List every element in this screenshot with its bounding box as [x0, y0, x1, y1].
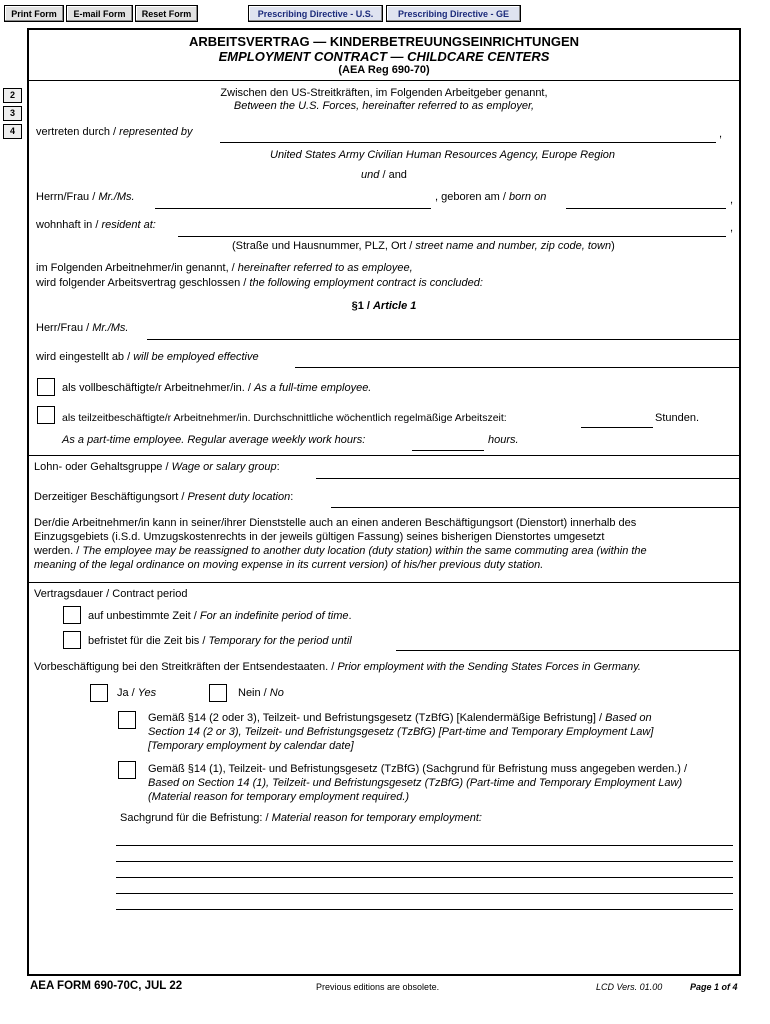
regulation: (AEA Reg 690-70): [338, 64, 430, 76]
represented-label: vertreten durch / represented by: [36, 126, 193, 138]
reason-line-3[interactable]: [116, 877, 733, 878]
title-de: ARBEITSVERTRAG — KINDERBETREUUNGSEINRICHTUNGEN: [188, 34, 580, 49]
temporary-until-field[interactable]: [396, 650, 741, 651]
birth-date-field[interactable]: [566, 208, 726, 209]
parttime-hours-en-field[interactable]: [412, 450, 484, 451]
print-form-button[interactable]: Print Form: [4, 5, 64, 22]
article-name-label: Herr/Frau / Mr./Ms.: [36, 322, 129, 334]
prescribing-directive-ge-button[interactable]: Prescribing Directive - GE: [386, 5, 521, 22]
hours-label: hours.: [488, 434, 519, 446]
effective-date-field[interactable]: [295, 367, 741, 368]
prescribing-directive-us-button[interactable]: Prescribing Directive - U.S.: [248, 5, 383, 22]
article-heading: §1 / Article 1: [351, 300, 417, 312]
employee-name-field[interactable]: [155, 208, 431, 209]
parttime-hours-de-field[interactable]: [581, 427, 653, 428]
parttime-label: als teilzeitbeschäftigte/r Arbeitnehmer/in. Durchschnittliche wöchentlich regelmäßige Arbeitszeit:: [62, 412, 507, 424]
agency-name: United States Army Civilian Human Resources Agency, Europe Region: [270, 149, 616, 161]
form-number: AEA FORM 690-70C, JUL 22: [30, 980, 183, 992]
indefinite-checkbox[interactable]: [63, 606, 81, 624]
indefinite-label: auf unbestimmte Zeit / For an indefinite period of time.: [88, 610, 352, 622]
page-4-button[interactable]: 4: [3, 124, 22, 139]
wage-field[interactable]: [316, 478, 741, 479]
represented-field[interactable]: [220, 142, 716, 143]
fulltime-label: als vollbeschäftigte/r Arbeitnehmer/in. / As a full-time employee.: [62, 382, 372, 394]
header-divider: [27, 80, 741, 81]
reason-label: Sachgrund für die Befristung: / Material reason for temporary employment:: [120, 812, 482, 824]
section-14-1-checkbox[interactable]: [118, 761, 136, 779]
intro-de: Zwischen den US-Streitkräften, im Folgenden Arbeitgeber genannt,: [220, 87, 548, 99]
version: LCD Vers. 01.00: [596, 982, 663, 992]
divider: [27, 455, 741, 456]
section-14-1-text: Gemäß §14 (1), Teilzeit- und Befristungsgesetz (TzBfG) (Sachgrund für Befristung muss angegeben werden.) / Based on Section 14 (1), Teilzeit- und Befristungsgesetz (TzBfG) (Part-time and Temporary Employment Law) (Material reason for temporary employment required.): [148, 763, 688, 803]
obsolete-note: Previous editions are obsolete.: [316, 982, 440, 992]
title-en: EMPLOYMENT CONTRACT — CHILDCARE CENTERS: [218, 49, 550, 64]
prior-no-label: Nein / No: [238, 687, 284, 699]
hereafter-text: im Folgenden Arbeitnehmer/in genannt, / hereinafter referred to as employee,: [36, 262, 413, 274]
employee-name-label: Herrn/Frau / Mr./Ms.: [36, 191, 135, 203]
address-hint: (Straße und Hausnummer, PLZ, Ort / street name and number, zip code, town): [232, 240, 615, 252]
comma: ,: [730, 194, 734, 206]
contract-text: wird folgender Arbeitsvertrag geschlossen / the following employment contract is concluded:: [36, 277, 483, 289]
section-14-2-text: Gemäß §14 (2 oder 3), Teilzeit- und Befristungsgesetz (TzBfG) [Kalendermäßige Befristung] / Based on Section 14 (2 or 3), Teilzeit- und Befristungsgesetz (TzBfG) [Part-time and Temporary Employment Law] [Temporary employment by calendar date]: [148, 712, 654, 752]
duty-location-field[interactable]: [331, 507, 741, 508]
prior-yes-label: Ja / Yes: [117, 687, 157, 699]
temporary-label: befristet für die Zeit bis / Temporary for the period until: [88, 635, 352, 647]
reason-line-1[interactable]: [116, 845, 733, 846]
divider: [27, 582, 741, 583]
comma: ,: [730, 222, 734, 234]
effective-label: wird eingestellt ab / will be employed effective: [36, 351, 259, 363]
page-2-button[interactable]: 2: [3, 88, 22, 103]
page-number: Page 1 of 4: [690, 982, 738, 992]
fulltime-checkbox[interactable]: [37, 378, 55, 396]
und-and: und / and: [361, 169, 407, 181]
reason-line-5[interactable]: [116, 909, 733, 910]
wage-label: Lohn- oder Gehaltsgruppe / Wage or salary group:: [34, 461, 280, 473]
born-label: , geboren am / born on: [435, 191, 547, 203]
section-14-2-checkbox[interactable]: [118, 711, 136, 729]
prior-employment-label: Vorbeschäftigung bei den Streitkräften der Entsendestaaten. / Prior employment with the Sending States Forces in Germany.: [34, 661, 641, 673]
resident-label: wohnhaft in / resident at:: [36, 219, 156, 231]
email-form-button[interactable]: E-mail Form: [66, 5, 133, 22]
prior-yes-checkbox[interactable]: [90, 684, 108, 702]
comma: ,: [719, 128, 723, 140]
prior-no-checkbox[interactable]: [209, 684, 227, 702]
address-field[interactable]: [178, 236, 726, 237]
intro-en: Between the U.S. Forces, hereinafter referred to as employer,: [233, 100, 535, 112]
parttime-label-en: As a part-time employee. Regular average weekly work hours:: [62, 434, 366, 446]
duration-label: Vertragsdauer / Contract period: [34, 588, 188, 600]
stunden-label: Stunden.: [655, 412, 700, 424]
reason-line-2[interactable]: [116, 861, 733, 862]
reset-form-button[interactable]: Reset Form: [135, 5, 198, 22]
article-name-field[interactable]: [147, 339, 741, 340]
page-3-button[interactable]: 3: [3, 106, 22, 121]
reason-line-4[interactable]: [116, 893, 733, 894]
temporary-checkbox[interactable]: [63, 631, 81, 649]
reassignment-paragraph: Der/die Arbeitnehmer/in kann in seiner/ihrer Dienststelle auch an einen anderen Beschäftigungsort (Dienstort) innerhalb des Einzugsgebiets (i.S.d. Umzugskostenrechts in der jeweils gültigen Fassung) seines bisherigen Dienstortes umgesetzt werden. / The employee may be reassigned to another duty location (duty station) within the same commuting area (within the meaning of the legal ordinance on moving expense in its current version) of his/her previous duty station.: [34, 517, 647, 571]
duty-label: Derzeitiger Beschäftigungsort / Present duty location:: [34, 491, 294, 503]
parttime-checkbox[interactable]: [37, 406, 55, 424]
